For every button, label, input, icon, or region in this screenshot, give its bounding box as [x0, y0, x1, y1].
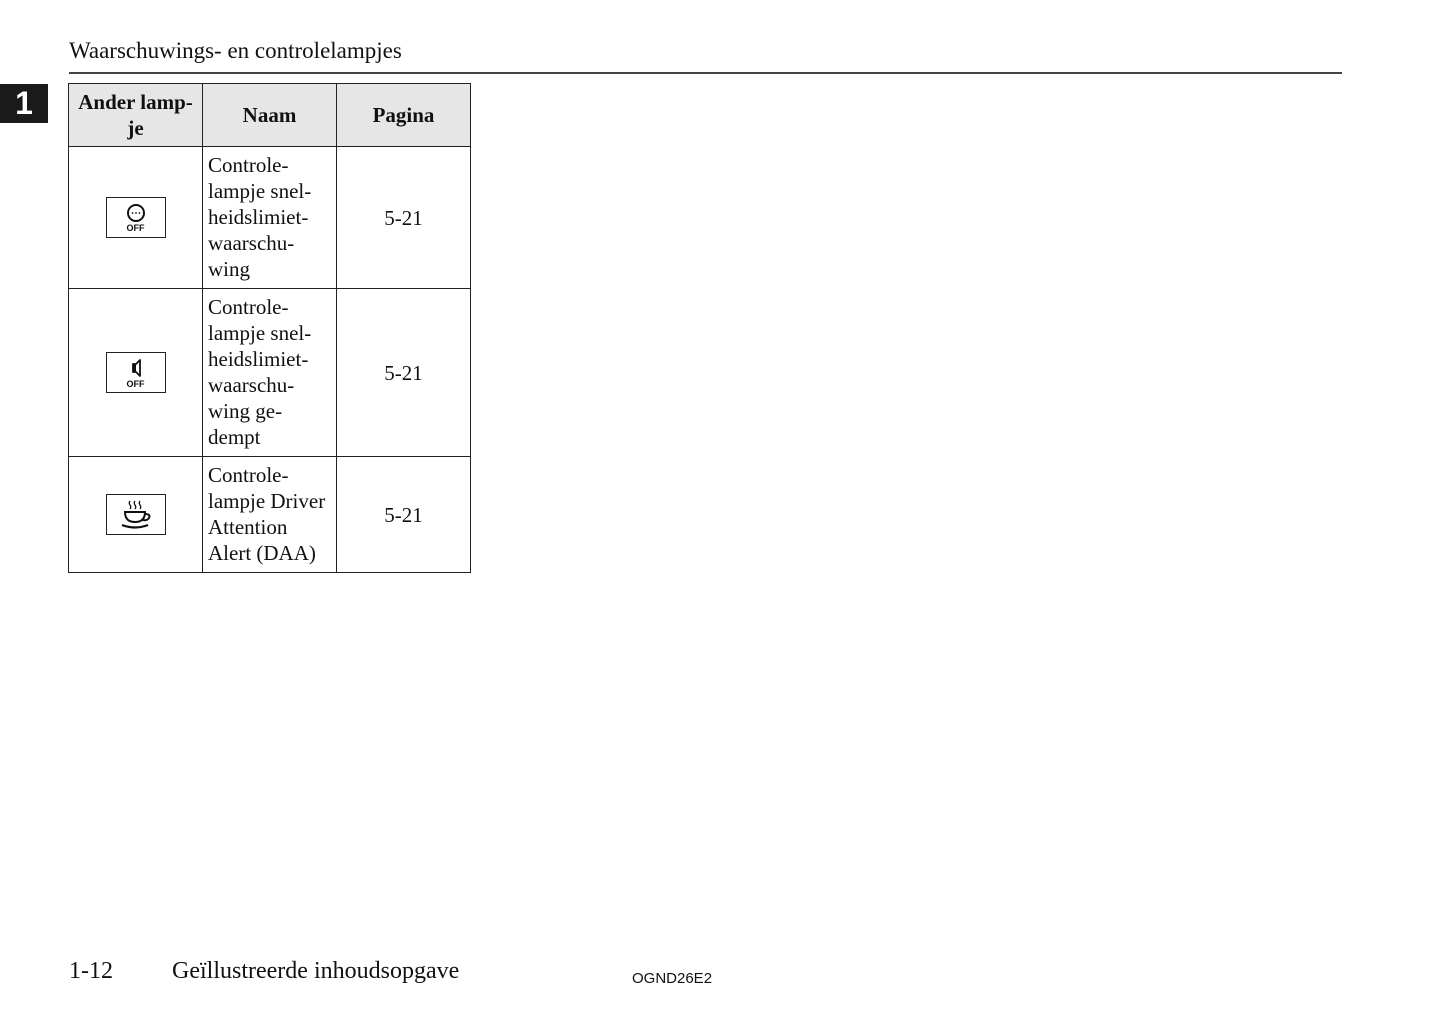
warning-lamps-table [68, 83, 471, 573]
column-header-page: Pagina [337, 84, 471, 147]
table-row [69, 457, 471, 573]
name-line: lampje Driver [208, 489, 326, 513]
table-header-row [69, 84, 471, 147]
icon-off-label: OFF [126, 379, 145, 389]
page-reference: 5-21 [337, 457, 471, 573]
name-line: lampje snel- [208, 179, 312, 203]
speed-limit-warning-muted-icon [106, 352, 166, 393]
name-line: heidslimiet- [208, 347, 309, 371]
header-line: je [127, 116, 144, 140]
column-header-lamp [69, 84, 203, 147]
chapter-tab: 1 [0, 84, 48, 123]
lamp-name-cell [203, 289, 337, 457]
name-line: Attention [208, 515, 288, 539]
lamp-name-cell [203, 457, 337, 573]
header-divider [69, 72, 1342, 74]
page-reference: 5-21 [337, 289, 471, 457]
page-header-title: Waarschuwings- en controlelampjes [69, 38, 402, 63]
name-line: wing ge- [208, 399, 283, 423]
driver-attention-alert-coffee-icon [106, 494, 166, 535]
lamp-icon-cell [69, 457, 203, 573]
column-header-name: Naam [203, 84, 337, 147]
name-line: Controle- [208, 153, 289, 177]
name-line: waarschu- [208, 231, 295, 255]
name-line: lampje snel- [208, 321, 312, 345]
table-row [69, 289, 471, 457]
name-line: dempt [208, 425, 261, 449]
lamp-name-cell [203, 147, 337, 289]
lamp-icon-cell [69, 147, 203, 289]
icon-off-label: OFF [126, 223, 145, 233]
table-row [69, 147, 471, 289]
footer-page-number: 1-12 [69, 958, 113, 984]
page-reference: 5-21 [337, 147, 471, 289]
name-line: wing [208, 257, 250, 281]
name-line: Controle- [208, 295, 289, 319]
name-line: waarschu- [208, 373, 295, 397]
speed-limit-warning-off-icon [106, 197, 166, 238]
name-line: heidslimiet- [208, 205, 309, 229]
footer-document-code: OGND26E2 [632, 970, 713, 987]
name-line: Controle- [208, 463, 289, 487]
lamp-icon-cell [69, 289, 203, 457]
footer-section-title: Geïllustreerde inhoudsopgave [172, 958, 460, 984]
name-line: Alert (DAA) [208, 541, 316, 565]
header-line: Ander lamp- [78, 90, 193, 114]
